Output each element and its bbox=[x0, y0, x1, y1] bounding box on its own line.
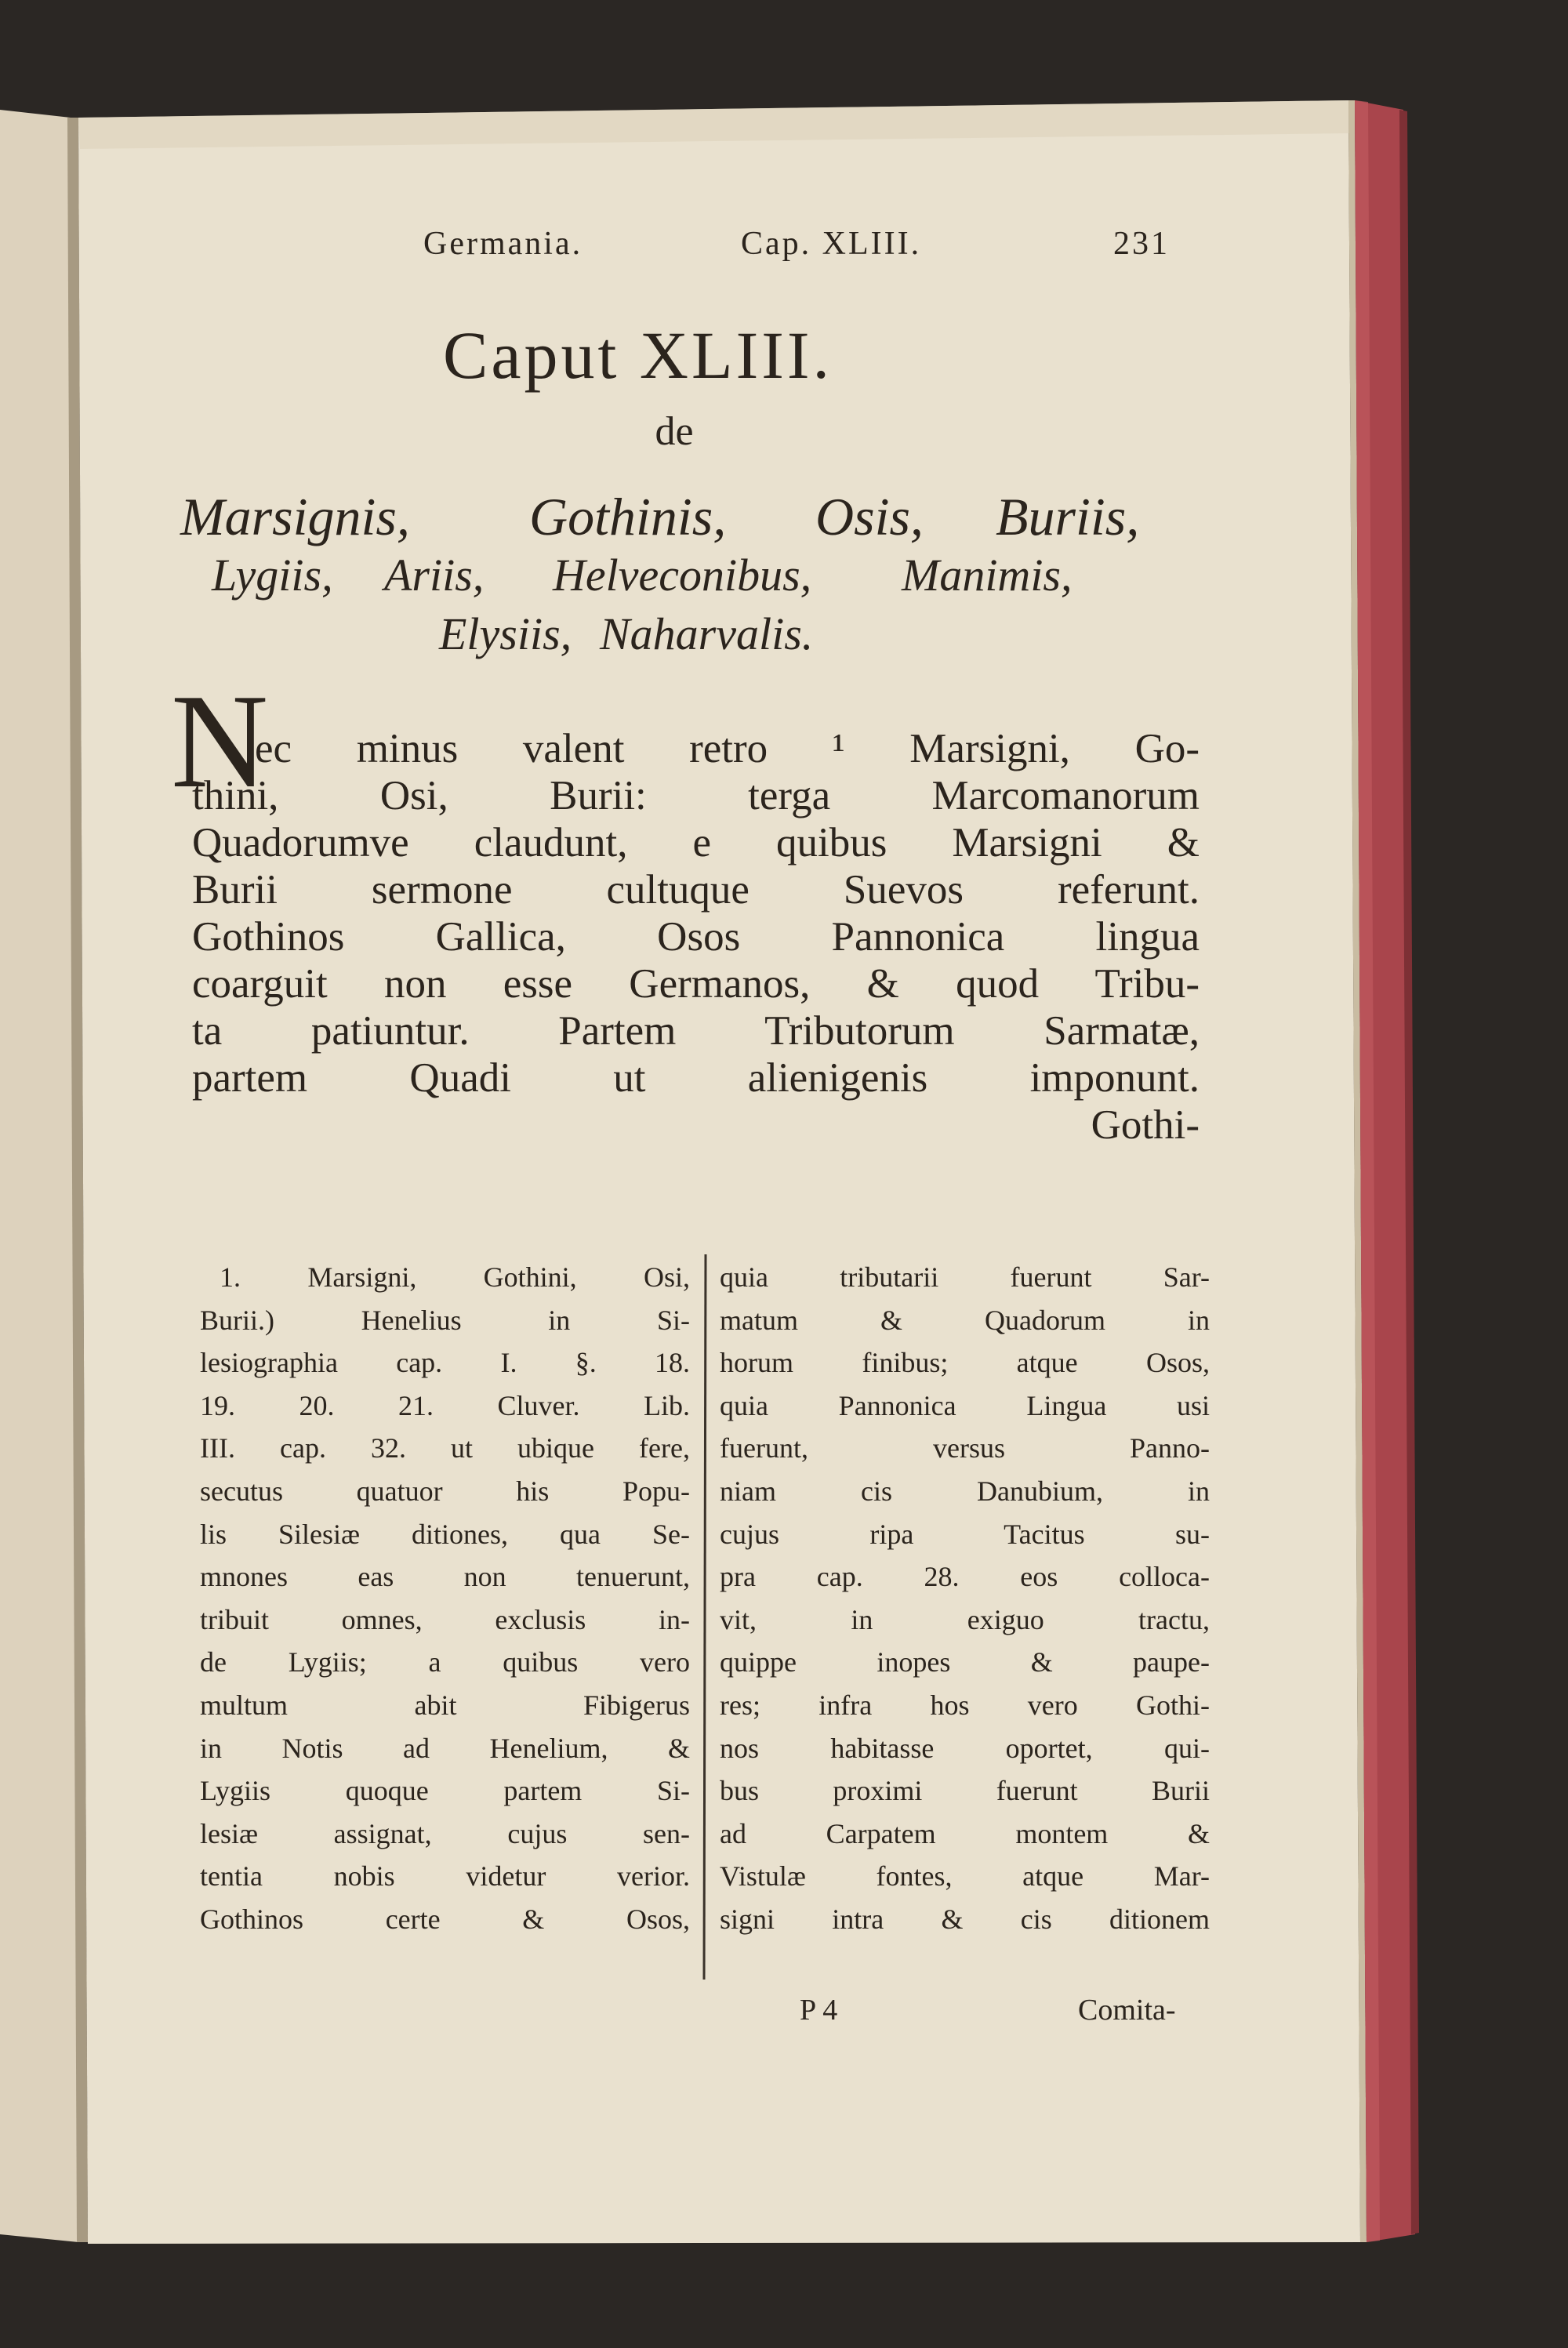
footnote-column-left bbox=[200, 1256, 690, 1941]
tribe-lygii: Lygiis, bbox=[212, 550, 333, 601]
body-line: thini, Osi, Burii: terga Marcomanorum bbox=[192, 773, 1200, 818]
body-line: Quadorumve claudunt, e quibus Marsigni & bbox=[192, 820, 1200, 866]
tribe-helvecones: Helveconibus, bbox=[553, 550, 812, 601]
body-line: ta patiuntur. Partem Tributorum Sarmatæ, bbox=[192, 1008, 1200, 1054]
footnote-line: ad Carpatem montem & bbox=[720, 1817, 1210, 1849]
running-header-chapter: Cap. XLIII. bbox=[741, 226, 922, 262]
body-line: partem Quadi ut alienigenis imponunt. bbox=[192, 1055, 1200, 1101]
footnote-line: pra cap. 28. eos colloca- bbox=[720, 1561, 1210, 1593]
footnote-line: niam cis Danubium, in bbox=[720, 1475, 1210, 1507]
tribe-manimi: Manimis, bbox=[902, 550, 1073, 601]
body-line: Gothinos Gallica, Osos Pannonica lingua bbox=[192, 914, 1200, 960]
footnote-column-right bbox=[720, 1256, 1210, 1941]
footnote-line: Gothinos certe & Osos, bbox=[200, 1903, 690, 1935]
body-line: Gothi- bbox=[1091, 1102, 1200, 1148]
footnote-line: mnones eas non tenuerunt, bbox=[200, 1561, 690, 1593]
footnote-line: res; infra hos vero Gothi- bbox=[720, 1689, 1210, 1721]
tribe-naharvali: Naharvalis. bbox=[600, 608, 814, 659]
footnote-line: signi intra & cis ditionem bbox=[720, 1903, 1210, 1935]
footnote-line: 19. 20. 21. Cluver. Lib. bbox=[200, 1389, 690, 1421]
footnote-line: Burii.) Henelius in Si- bbox=[200, 1304, 690, 1336]
footnote-line: III. cap. 32. ut ubique fere, bbox=[200, 1432, 690, 1464]
footnote-line: vit, in exiguo tractu, bbox=[720, 1603, 1210, 1635]
tribe-marsigni: Marsignis, bbox=[180, 487, 410, 546]
drop-cap: N bbox=[171, 667, 269, 816]
footnote-line: Lygiis quoque partem Si- bbox=[200, 1775, 690, 1807]
chapter-title: Caput XLIII. bbox=[443, 318, 833, 393]
signature-mark: P 4 bbox=[800, 1994, 838, 2027]
footnote-line: secutus quatuor his Popu- bbox=[200, 1475, 690, 1507]
footnote-line: lis Silesiæ ditiones, qua Se- bbox=[200, 1518, 690, 1550]
footnote-line: fuerunt, versus Panno- bbox=[720, 1432, 1210, 1464]
footnote-line: quia Pannonica Lingua usi bbox=[720, 1389, 1210, 1421]
tribe-osi: Osis, bbox=[815, 487, 924, 546]
chapter-preposition: de bbox=[655, 409, 694, 454]
footnote-line: quia tributarii fuerunt Sar- bbox=[720, 1261, 1210, 1293]
footnote-line: in Notis ad Henelium, & bbox=[200, 1732, 690, 1764]
footnote-line: 1. Marsigni, Gothini, Osi, bbox=[220, 1261, 690, 1293]
footnote-line: lesiæ assignat, cujus sen- bbox=[200, 1817, 690, 1849]
footnote-line: horum finibus; atque Osos, bbox=[720, 1347, 1210, 1379]
footnote-line: bus proximi fuerunt Burii bbox=[720, 1775, 1210, 1807]
footnote-line: Vistulæ fontes, atque Mar- bbox=[720, 1860, 1210, 1893]
body-line: ec minus valent retro ¹ Marsigni, Go- bbox=[255, 726, 1200, 771]
footnote-line: tribuit omnes, exclusis in- bbox=[200, 1603, 690, 1635]
footnote-line: cujus ripa Tacitus su- bbox=[720, 1518, 1210, 1550]
footnote-line: multum abit Fibigerus bbox=[200, 1689, 690, 1721]
body-paragraph bbox=[192, 725, 1200, 1149]
body-line: coarguit non esse Germanos, & quod Tribu- bbox=[192, 961, 1200, 1007]
tribe-elysii: Elysiis, bbox=[439, 608, 572, 659]
tribe-burii: Buriis, bbox=[996, 487, 1140, 546]
page-number: 231 bbox=[1113, 226, 1170, 262]
body-line: Burii sermone cultuque Suevos referunt. bbox=[192, 867, 1200, 913]
footnote-line: lesiographia cap. I. §. 18. bbox=[200, 1347, 690, 1379]
footnote-line: matum & Quadorum in bbox=[720, 1304, 1210, 1336]
footnote-line: tentia nobis videtur verior. bbox=[200, 1860, 690, 1893]
footnote-line: nos habitasse oportet, qui- bbox=[720, 1732, 1210, 1764]
footnote-line: quippe inopes & paupe- bbox=[720, 1646, 1210, 1678]
catchword: Comita- bbox=[1078, 1994, 1176, 2027]
tribe-gothini: Gothinis, bbox=[529, 487, 727, 546]
tribe-arii: Ariis, bbox=[384, 550, 485, 601]
running-header-left: Germania. bbox=[423, 226, 583, 262]
footnote-line: de Lygiis; a quibus vero bbox=[200, 1646, 690, 1678]
